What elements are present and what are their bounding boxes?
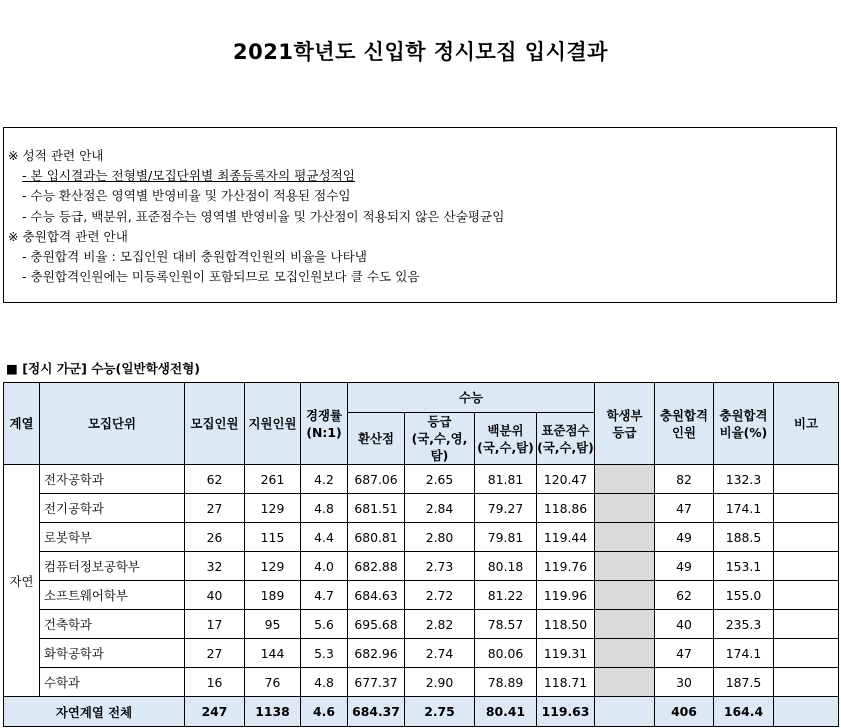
cell-unit: 화학공학과 — [40, 639, 185, 668]
cell-grade: 2.80 — [405, 523, 475, 552]
cell-unit: 소프트웨어학부 — [40, 581, 185, 610]
cell-school-grade — [595, 465, 655, 494]
cell-quota: 62 — [185, 465, 245, 494]
cell-standard: 120.47 — [537, 465, 595, 494]
cell-unit: 수학과 — [40, 668, 185, 697]
cell-extra-count: 82 — [655, 465, 714, 494]
cell-quota: 26 — [185, 523, 245, 552]
total-grade: 2.75 — [405, 697, 475, 727]
cell-unit: 로봇학부 — [40, 523, 185, 552]
cell-percentile: 81.22 — [475, 581, 537, 610]
cell-grade: 2.72 — [405, 581, 475, 610]
cell-unit: 전기공학과 — [40, 494, 185, 523]
cell-extra-count: 49 — [655, 552, 714, 581]
cell-applicants: 129 — [245, 552, 301, 581]
cell-ratio: 5.6 — [301, 610, 348, 639]
cell-applicants: 189 — [245, 581, 301, 610]
total-applicants: 1138 — [245, 697, 301, 727]
notice-line-1: - 본 입시결과는 전형별/모집단위별 최종등록자의 평균성적임 — [22, 168, 355, 184]
table-row — [4, 610, 839, 639]
section-title: ■ [정시 가군] 수능(일반학생전형) — [6, 361, 201, 376]
total-quota: 247 — [185, 697, 245, 727]
cell-extra-rate: 187.5 — [714, 668, 774, 697]
header-school-grade: 학생부 등급 — [595, 383, 655, 465]
cell-note — [774, 668, 839, 697]
total-row — [4, 697, 839, 727]
header-note: 비고 — [774, 383, 839, 465]
cell-ratio: 4.8 — [301, 668, 348, 697]
total-converted: 684.37 — [348, 697, 405, 727]
header-percentile: 백분위 (국,수,탐) — [475, 413, 537, 465]
cell-applicants: 129 — [245, 494, 301, 523]
cell-percentile: 78.57 — [475, 610, 537, 639]
cell-converted: 680.81 — [348, 523, 405, 552]
cell-note — [774, 552, 839, 581]
cell-standard: 118.71 — [537, 668, 595, 697]
cell-ratio: 4.4 — [301, 523, 348, 552]
cell-ratio: 4.8 — [301, 494, 348, 523]
cell-extra-count: 30 — [655, 668, 714, 697]
cell-applicants: 76 — [245, 668, 301, 697]
cell-converted: 682.88 — [348, 552, 405, 581]
total-note — [774, 697, 839, 727]
cell-unit: 전자공학과 — [40, 465, 185, 494]
cell-unit: 건축학과 — [40, 610, 185, 639]
cell-applicants: 144 — [245, 639, 301, 668]
field-cell: 자연 — [4, 465, 40, 697]
cell-note — [774, 465, 839, 494]
cell-converted: 681.51 — [348, 494, 405, 523]
notice-line-5: - 충원합격인원에는 미등록인원이 포함되므로 모집인원보다 클 수도 있음 — [22, 269, 420, 285]
page-title: 2021학년도 신입학 정시모집 입시결과 — [233, 40, 608, 64]
header-applicants: 지원인원 — [245, 383, 301, 465]
cell-school-grade — [595, 523, 655, 552]
cell-extra-count: 40 — [655, 610, 714, 639]
total-extra-rate: 164.4 — [714, 697, 774, 727]
cell-standard: 119.76 — [537, 552, 595, 581]
total-standard: 119.63 — [537, 697, 595, 727]
header-field: 계열 — [4, 383, 40, 465]
cell-note — [774, 494, 839, 523]
table-row — [4, 668, 839, 697]
cell-percentile: 79.81 — [475, 523, 537, 552]
header-unit: 모집단위 — [40, 383, 185, 465]
results-table — [3, 382, 839, 727]
total-ratio: 4.6 — [301, 697, 348, 727]
total-school-grade — [595, 697, 655, 727]
cell-school-grade — [595, 610, 655, 639]
cell-school-grade — [595, 668, 655, 697]
cell-extra-count: 62 — [655, 581, 714, 610]
cell-extra-count: 47 — [655, 494, 714, 523]
header-extra-count: 충원합격 인원 — [655, 383, 714, 465]
cell-quota: 27 — [185, 639, 245, 668]
cell-ratio: 4.7 — [301, 581, 348, 610]
cell-note — [774, 581, 839, 610]
notice-grade-title: ※ 성적 관련 안내 — [8, 148, 104, 163]
header-standard: 표준점수 (국,수,탐) — [537, 413, 595, 465]
cell-extra-rate: 188.5 — [714, 523, 774, 552]
header-quota: 모집인원 — [185, 383, 245, 465]
total-extra-count: 406 — [655, 697, 714, 727]
cell-converted: 695.68 — [348, 610, 405, 639]
cell-school-grade — [595, 639, 655, 668]
cell-converted: 677.37 — [348, 668, 405, 697]
cell-school-grade — [595, 494, 655, 523]
cell-quota: 27 — [185, 494, 245, 523]
cell-quota: 16 — [185, 668, 245, 697]
cell-quota: 40 — [185, 581, 245, 610]
header-ratio: 경쟁률 (N:1) — [301, 383, 348, 465]
cell-percentile: 78.89 — [475, 668, 537, 697]
cell-quota: 17 — [185, 610, 245, 639]
notice-extra-title: ※ 충원합격 관련 안내 — [8, 228, 128, 244]
table-row — [4, 581, 839, 610]
cell-applicants: 95 — [245, 610, 301, 639]
cell-extra-count: 47 — [655, 639, 714, 668]
header-suneung: 수능 — [348, 383, 595, 413]
cell-percentile: 79.27 — [475, 494, 537, 523]
cell-ratio: 5.3 — [301, 639, 348, 668]
table-row — [4, 465, 839, 494]
cell-standard: 119.96 — [537, 581, 595, 610]
cell-standard: 118.50 — [537, 610, 595, 639]
notice-line — [8, 166, 836, 186]
cell-school-grade — [595, 581, 655, 610]
cell-extra-rate: 235.3 — [714, 610, 774, 639]
cell-percentile: 81.81 — [475, 465, 537, 494]
header-grade: 등급 (국,수,영,탐) — [405, 413, 475, 465]
cell-extra-count: 49 — [655, 523, 714, 552]
cell-percentile: 80.06 — [475, 639, 537, 668]
total-label: 자연계열 전체 — [4, 697, 185, 727]
table-row — [4, 552, 839, 581]
cell-ratio: 4.0 — [301, 552, 348, 581]
cell-percentile: 80.18 — [475, 552, 537, 581]
cell-standard: 118.86 — [537, 494, 595, 523]
cell-extra-rate: 174.1 — [714, 494, 774, 523]
total-percentile: 80.41 — [475, 697, 537, 727]
notice-line-2: - 수능 환산점은 영역별 반영비율 및 가산점이 적용된 점수임 — [22, 188, 351, 204]
cell-extra-rate: 155.0 — [714, 581, 774, 610]
cell-converted: 684.63 — [348, 581, 405, 610]
cell-applicants: 261 — [245, 465, 301, 494]
cell-converted: 687.06 — [348, 465, 405, 494]
cell-school-grade — [595, 552, 655, 581]
cell-standard: 119.31 — [537, 639, 595, 668]
cell-note — [774, 639, 839, 668]
cell-quota: 32 — [185, 552, 245, 581]
cell-extra-rate: 132.3 — [714, 465, 774, 494]
cell-grade: 2.84 — [405, 494, 475, 523]
cell-grade: 2.90 — [405, 668, 475, 697]
cell-note — [774, 610, 839, 639]
cell-note — [774, 523, 839, 552]
cell-grade: 2.82 — [405, 610, 475, 639]
cell-extra-rate: 174.1 — [714, 639, 774, 668]
cell-applicants: 115 — [245, 523, 301, 552]
table-row — [4, 494, 839, 523]
table-row — [4, 523, 839, 552]
cell-grade: 2.73 — [405, 552, 475, 581]
header-extra-rate: 충원합격 비율(%) — [714, 383, 774, 465]
cell-ratio: 4.2 — [301, 465, 348, 494]
cell-grade: 2.65 — [405, 465, 475, 494]
cell-grade: 2.74 — [405, 639, 475, 668]
table-row — [4, 639, 839, 668]
cell-unit: 컴퓨터정보공학부 — [40, 552, 185, 581]
header-converted: 환산점 — [348, 413, 405, 465]
cell-extra-rate: 153.1 — [714, 552, 774, 581]
notice-line-4: - 충원합격 비율 : 모집인원 대비 충원합격인원의 비율을 나타냄 — [22, 249, 367, 265]
cell-converted: 682.96 — [348, 639, 405, 668]
notice-box — [3, 127, 837, 303]
cell-standard: 119.44 — [537, 523, 595, 552]
notice-line-3: - 수능 등급, 백분위, 표준점수는 영역별 반영비율 및 가산점이 적용되지 않은 산술평균임 — [22, 208, 505, 224]
